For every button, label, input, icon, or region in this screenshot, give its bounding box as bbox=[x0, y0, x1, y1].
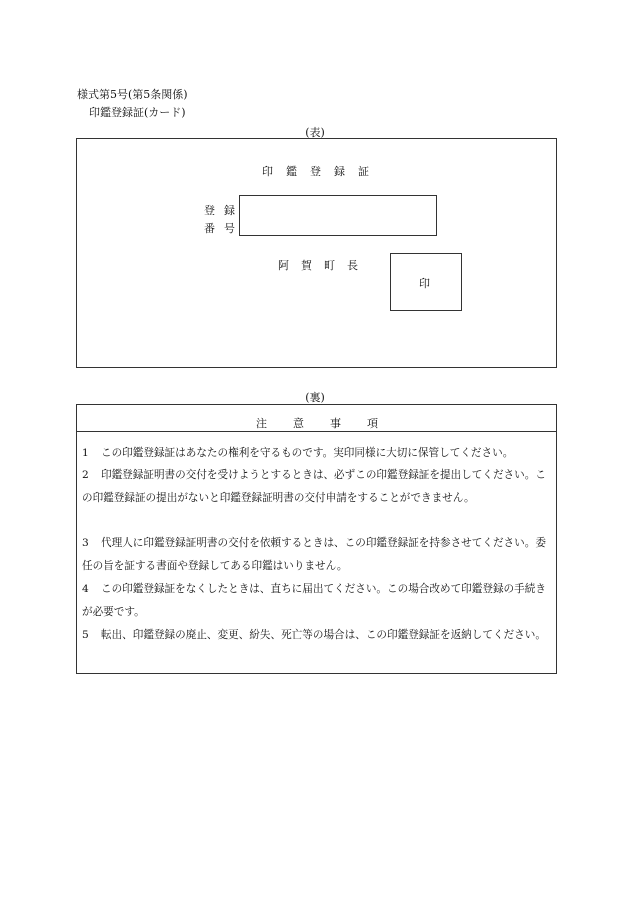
note-text: 印鑑登録証明書の交付を受けようとするときは、必ずこの印鑑登録証を提出してください。この印鑑登録証の提出がないと印鑑登録証明書の交付申請をすることができません。 bbox=[82, 469, 546, 504]
notes-title: 注意事項 bbox=[256, 417, 404, 430]
note-text: この印鑑登録証をなくしたときは、直ちに届出てください。この場合改めて印鑑登録の手続きが必要です。 bbox=[82, 583, 546, 618]
note-text: 代理人に印鑑登録証明書の交付を依頼するときは、この印鑑登録証を持参させてください。委任の旨を証する書面や登録してある印鑑はいりません。 bbox=[82, 537, 546, 572]
form-number: 様式第5号(第5条関係) bbox=[77, 88, 188, 101]
back-side-label: (裏) bbox=[305, 391, 325, 404]
note-text: 転出、印鑑登録の廃止、変更、紛失、死亡等の場合は、この印鑑登録証を返納してください。 bbox=[101, 629, 546, 641]
front-side-label: (表) bbox=[305, 126, 325, 139]
note-item bbox=[82, 578, 552, 623]
registration-number-field[interactable] bbox=[239, 195, 437, 236]
note-item bbox=[82, 464, 552, 509]
note-text: この印鑑登録証はあなたの権利を守るものです。実印同様に大切に保管してください。 bbox=[101, 447, 514, 459]
note-number: 4 bbox=[82, 583, 89, 595]
form-title: 印鑑登録証(カード) bbox=[89, 106, 186, 119]
note-number: 5 bbox=[82, 629, 89, 641]
note-item bbox=[82, 532, 552, 577]
note-item bbox=[82, 624, 552, 647]
registration-label-line2: 番号 bbox=[204, 222, 244, 235]
notes-divider bbox=[77, 431, 556, 432]
note-number: 1 bbox=[82, 447, 89, 459]
note-item bbox=[82, 442, 552, 465]
note-number: 2 bbox=[82, 469, 89, 481]
seal-label: 印 bbox=[419, 277, 430, 290]
registration-label-line1: 登録 bbox=[204, 204, 244, 217]
card-title: 印鑑登録証 bbox=[262, 165, 382, 178]
mayor-label: 阿賀町長 bbox=[278, 259, 370, 272]
note-number: 3 bbox=[82, 537, 89, 549]
